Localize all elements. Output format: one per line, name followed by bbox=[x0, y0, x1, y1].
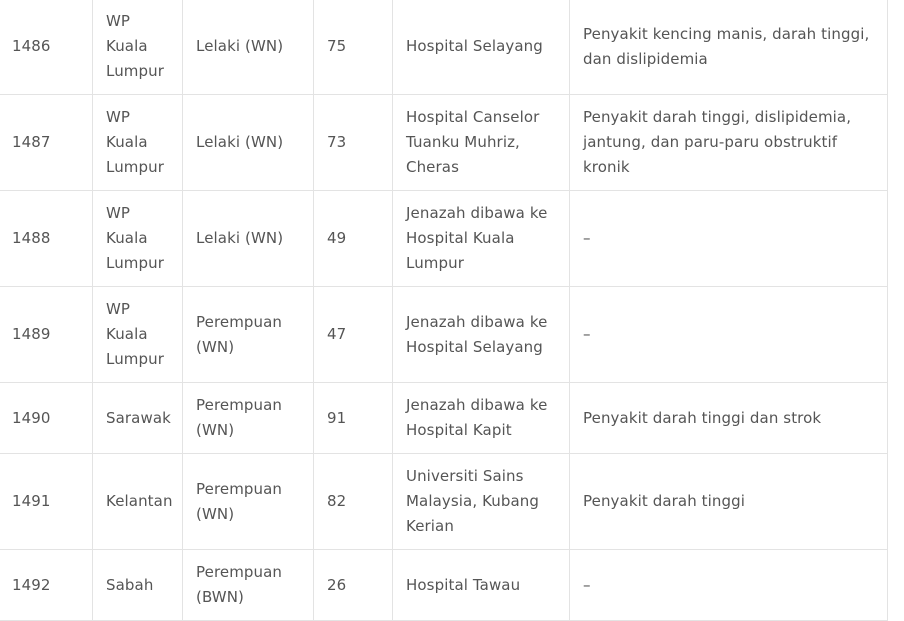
state-cell-line: Sabah bbox=[106, 575, 154, 594]
gender-cell-line: Perempuan bbox=[196, 563, 283, 581]
hospital-cell-line: Hospital Selayang bbox=[406, 337, 543, 356]
hospital-cell-line: Kerian bbox=[406, 517, 454, 535]
hospital-cell bbox=[393, 95, 570, 191]
comorbidity-cell bbox=[570, 454, 888, 550]
state-cell-line: Kuala bbox=[106, 325, 148, 343]
comorbidity-cell bbox=[570, 0, 888, 95]
case-number-cell bbox=[0, 550, 93, 621]
age-cell-text: 82 bbox=[327, 492, 347, 510]
gender-cell-line: (BWN) bbox=[196, 588, 245, 606]
comorbidity-cell-line: – bbox=[583, 575, 591, 594]
case-number-cell-text: 1489 bbox=[12, 325, 51, 343]
gender-cell bbox=[183, 550, 314, 621]
hospital-cell-line: Jenazah dibawa ke bbox=[406, 312, 548, 331]
gender-cell-line: (WN) bbox=[196, 504, 235, 523]
age-cell-text: 91 bbox=[327, 408, 347, 427]
gender-cell-line: (WN) bbox=[196, 421, 235, 439]
hospital-cell-line: Tuanku Muhriz, bbox=[406, 133, 520, 151]
hospital-cell-line: Hospital Kuala bbox=[406, 229, 515, 247]
state-cell-line: Lumpur bbox=[106, 158, 165, 176]
state-cell bbox=[93, 550, 183, 621]
case-number-cell-text: 1492 bbox=[12, 575, 51, 594]
table-row bbox=[0, 550, 888, 621]
case-number-cell-text: 1486 bbox=[12, 37, 51, 55]
hospital-cell bbox=[393, 0, 570, 95]
case-number-cell-text: 1490 bbox=[12, 408, 51, 427]
state-cell-line: Sarawak bbox=[106, 408, 171, 427]
state-cell-line: Kelantan bbox=[106, 492, 173, 510]
hospital-cell-line: Hospital Selayang bbox=[406, 37, 543, 55]
comorbidity-cell-line: Penyakit darah tinggi bbox=[583, 492, 746, 510]
hospital-cell bbox=[393, 191, 570, 287]
gender-cell-line: Perempuan bbox=[196, 479, 283, 498]
case-number-cell-text: 1487 bbox=[12, 133, 51, 151]
gender-cell bbox=[183, 454, 314, 550]
age-cell bbox=[314, 550, 393, 621]
gender-cell bbox=[183, 191, 314, 287]
hospital-cell-line: Lumpur bbox=[406, 254, 465, 272]
state-cell-line: Kuala bbox=[106, 229, 148, 247]
state-cell bbox=[93, 95, 183, 191]
state-cell bbox=[93, 191, 183, 287]
comorbidity-cell-line: – bbox=[583, 229, 591, 247]
state-cell-line: Lumpur bbox=[106, 254, 165, 272]
age-cell bbox=[314, 0, 393, 95]
state-cell-line: WP bbox=[106, 300, 131, 318]
age-cell-text: 73 bbox=[327, 133, 347, 151]
table-row bbox=[0, 454, 888, 550]
comorbidity-cell bbox=[570, 191, 888, 287]
state-cell-line: WP bbox=[106, 108, 131, 126]
hospital-cell bbox=[393, 383, 570, 454]
hospital-cell-line: Cheras bbox=[406, 158, 459, 176]
case-number-cell-text: 1488 bbox=[12, 229, 51, 247]
gender-cell bbox=[183, 0, 314, 95]
age-cell bbox=[314, 95, 393, 191]
hospital-cell bbox=[393, 454, 570, 550]
gender-cell-line: (WN) bbox=[196, 337, 235, 356]
case-number-cell bbox=[0, 454, 93, 550]
state-cell bbox=[93, 287, 183, 383]
state-cell bbox=[93, 454, 183, 550]
case-number-cell bbox=[0, 287, 93, 383]
age-cell-text: 75 bbox=[327, 37, 347, 55]
gender-cell bbox=[183, 383, 314, 454]
gender-cell-line: Lelaki (WN) bbox=[196, 37, 284, 55]
hospital-cell-line: Malaysia, Kubang bbox=[406, 492, 540, 510]
age-cell-text: 26 bbox=[327, 575, 347, 594]
case-number-cell bbox=[0, 95, 93, 191]
comorbidity-cell-line: dan dislipidemia bbox=[583, 49, 708, 68]
hospital-cell-line: Hospital Kapit bbox=[406, 421, 512, 439]
case-number-cell bbox=[0, 383, 93, 454]
table-row bbox=[0, 383, 888, 454]
comorbidity-cell-line: jantung, dan paru-paru obstruktif kronik bbox=[583, 133, 838, 176]
table-row bbox=[0, 287, 888, 383]
hospital-cell-line: Hospital Tawau bbox=[406, 575, 521, 594]
hospital-cell-line: Jenazah dibawa ke bbox=[406, 396, 548, 414]
state-cell bbox=[93, 383, 183, 454]
comorbidity-cell-line: Penyakit darah tinggi, dislipidemia, bbox=[583, 108, 852, 126]
case-number-cell bbox=[0, 0, 93, 95]
hospital-cell-line: Hospital Canselor bbox=[406, 108, 540, 126]
age-cell bbox=[314, 454, 393, 550]
age-cell-text: 49 bbox=[327, 229, 347, 247]
table-row bbox=[0, 95, 888, 191]
age-cell bbox=[314, 191, 393, 287]
comorbidity-cell bbox=[570, 95, 888, 191]
state-cell-line: Kuala bbox=[106, 133, 148, 151]
comorbidity-cell bbox=[570, 287, 888, 383]
age-cell bbox=[314, 383, 393, 454]
hospital-cell bbox=[393, 287, 570, 383]
hospital-cell-line: Universiti Sains bbox=[406, 467, 524, 485]
state-cell-line: WP bbox=[106, 12, 131, 30]
gender-cell-line: Perempuan bbox=[196, 312, 283, 331]
case-number-cell bbox=[0, 191, 93, 287]
state-cell bbox=[93, 0, 183, 95]
table-row bbox=[0, 191, 888, 287]
age-cell bbox=[314, 287, 393, 383]
gender-cell-line: Perempuan bbox=[196, 396, 283, 414]
state-cell-line: Kuala bbox=[106, 37, 148, 55]
state-cell-line: Lumpur bbox=[106, 62, 165, 80]
case-number-cell-text: 1491 bbox=[12, 492, 51, 510]
comorbidity-cell bbox=[570, 383, 888, 454]
table-row bbox=[0, 0, 888, 95]
state-cell-line: WP bbox=[106, 204, 131, 222]
comorbidity-cell-line: – bbox=[583, 325, 591, 343]
gender-cell-line: Lelaki (WN) bbox=[196, 133, 284, 151]
state-cell-line: Lumpur bbox=[106, 350, 165, 368]
hospital-cell bbox=[393, 550, 570, 621]
gender-cell-line: Lelaki (WN) bbox=[196, 229, 284, 247]
gender-cell bbox=[183, 95, 314, 191]
comorbidity-cell-line: Penyakit darah tinggi dan strok bbox=[583, 408, 822, 427]
age-cell-text: 47 bbox=[327, 325, 347, 343]
hospital-cell-line: Jenazah dibawa ke bbox=[406, 204, 548, 222]
gender-cell bbox=[183, 287, 314, 383]
comorbidity-cell bbox=[570, 550, 888, 621]
comorbidity-cell-line: Penyakit kencing manis, darah tinggi, bbox=[583, 24, 870, 43]
